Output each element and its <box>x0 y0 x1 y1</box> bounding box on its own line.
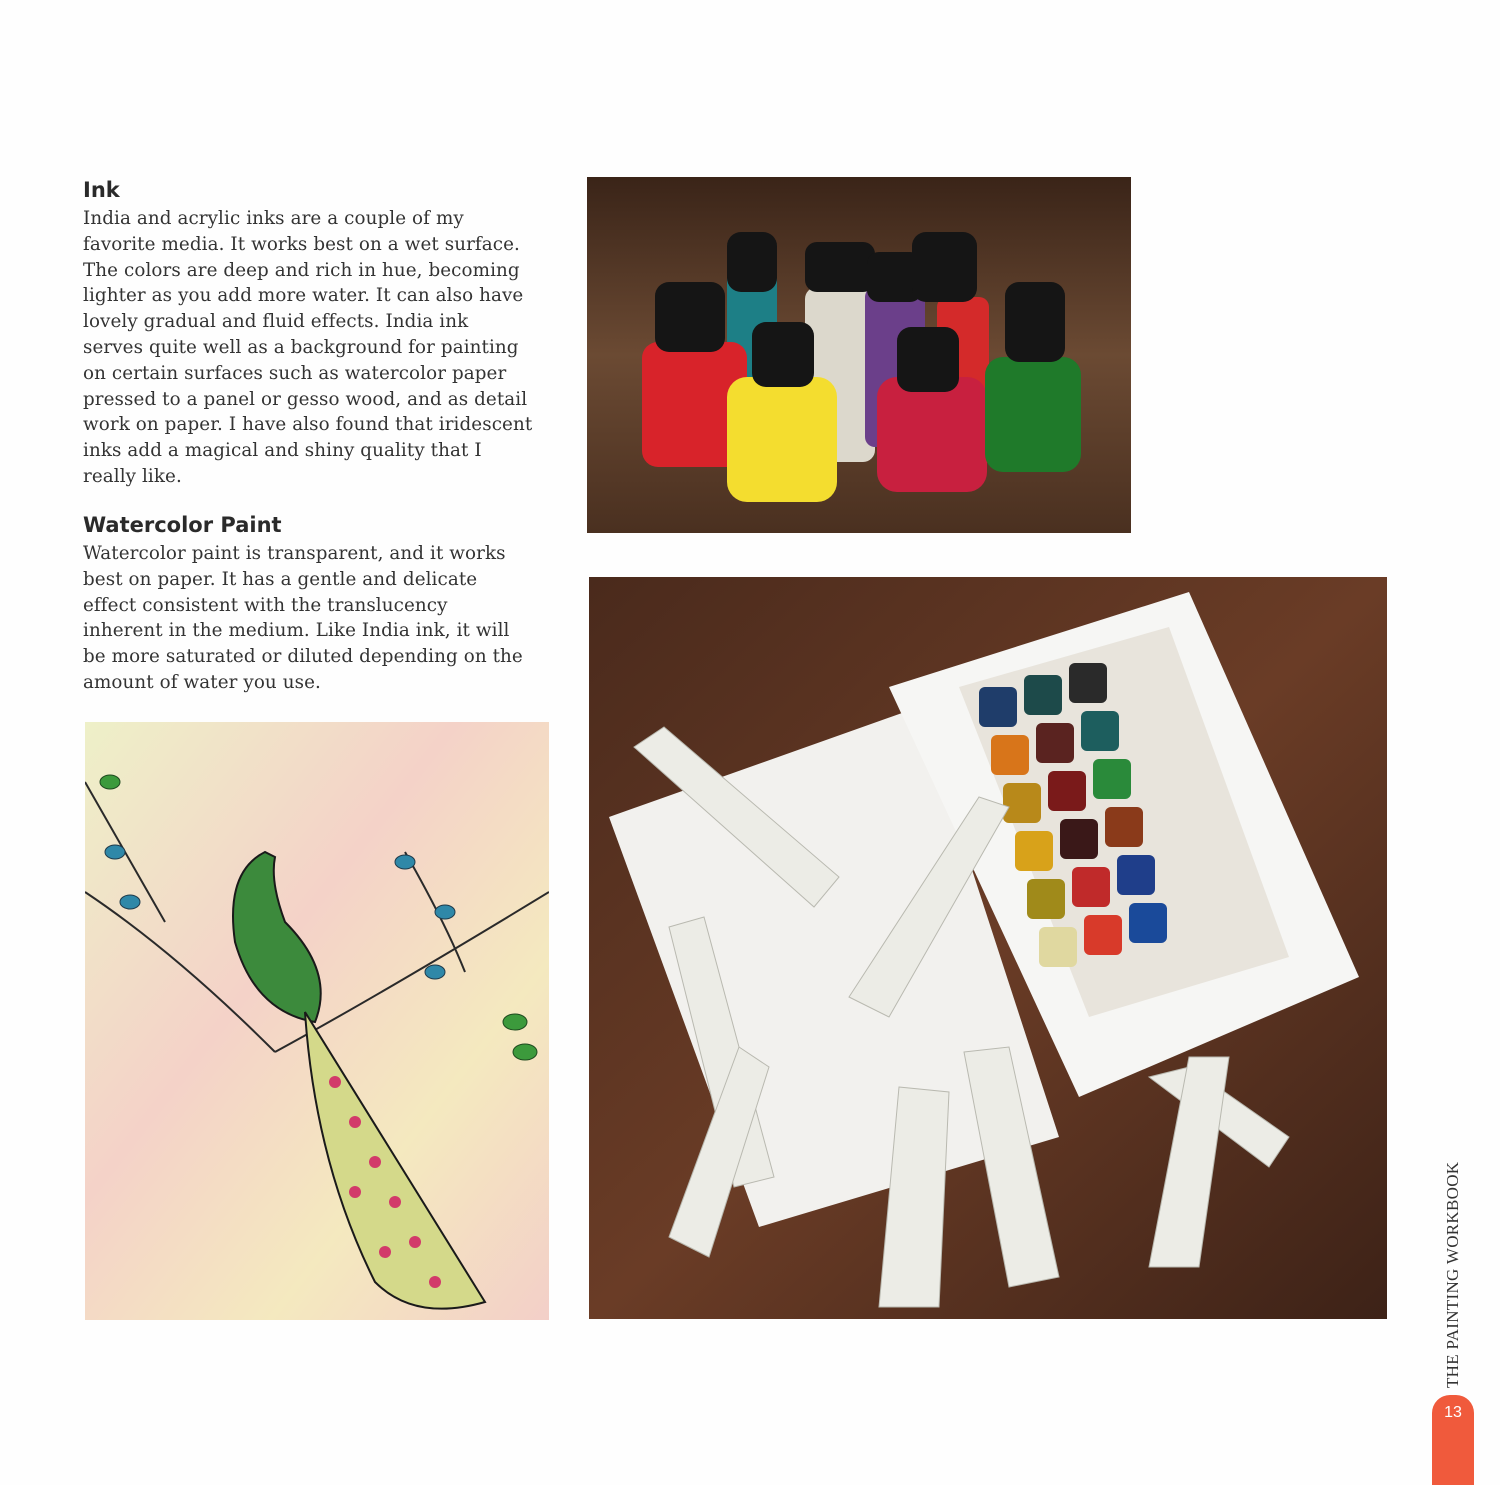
text-line: really like. <box>83 465 182 487</box>
text-line: The colors are deep and rich in hue, becoming <box>83 259 520 281</box>
paint-pan <box>1069 663 1107 703</box>
watercolor-paragraph <box>83 541 523 696</box>
text-line: lovely gradual and fluid effects. India ink <box>83 311 469 333</box>
paint-pan <box>991 735 1029 775</box>
text-line: serves quite well as a background for painting <box>83 336 519 358</box>
paint-pan <box>1027 879 1065 919</box>
paint-pan <box>1081 711 1119 751</box>
text-line: effect consistent with the translucency <box>83 594 448 616</box>
paint-pan <box>1024 675 1062 715</box>
paint-pan <box>1060 819 1098 859</box>
text-line: be more saturated or diluted depending on the <box>83 646 523 668</box>
paint-pan <box>1048 771 1086 811</box>
paint-pan <box>1105 807 1143 847</box>
text-line: India and acrylic inks are a couple of my <box>83 208 464 229</box>
section-heading-watercolor: Watercolor Paint <box>83 513 282 537</box>
paint-pan <box>1036 723 1074 763</box>
paint-pan <box>1084 915 1122 955</box>
text-line: lighter as you add more water. It can also have <box>83 285 524 307</box>
page-number: 13 <box>1444 1404 1462 1421</box>
text-line: best on paper. It has a gentle and delicate <box>83 568 478 590</box>
text-line: on certain surfaces such as watercolor paper <box>83 362 507 384</box>
text-line: inks add a magical and shiny quality that I <box>83 440 482 462</box>
ink-bottles-photo <box>587 177 1131 533</box>
page-number-tab <box>1432 1395 1474 1485</box>
paint-pan <box>1129 903 1167 943</box>
paint-pan <box>1039 927 1077 967</box>
text-line: amount of water you use. <box>83 671 321 693</box>
ink-paragraph <box>83 206 532 490</box>
peacock-painting <box>85 722 549 1320</box>
paint-pan <box>1117 855 1155 895</box>
paint-pan <box>979 687 1017 727</box>
text-line: Watercolor paint is transparent, and it works <box>83 543 506 564</box>
text-line: favorite media. It works best on a wet surface. <box>83 233 520 255</box>
paint-pan <box>1093 759 1131 799</box>
book-title: THE PAINTING WORKBOOK <box>1443 1161 1462 1388</box>
section-heading-ink: Ink <box>83 178 120 202</box>
text-line: pressed to a panel or gesso wood, and as detail <box>83 388 528 410</box>
paint-pan <box>1003 783 1041 823</box>
paint-pan <box>1015 831 1053 871</box>
text-line: work on paper. I have also found that iridescent <box>83 414 533 436</box>
watercolor-palette-photo <box>589 577 1387 1319</box>
paint-pan <box>1072 867 1110 907</box>
text-line: inherent in the medium. Like India ink, it will <box>83 620 510 642</box>
